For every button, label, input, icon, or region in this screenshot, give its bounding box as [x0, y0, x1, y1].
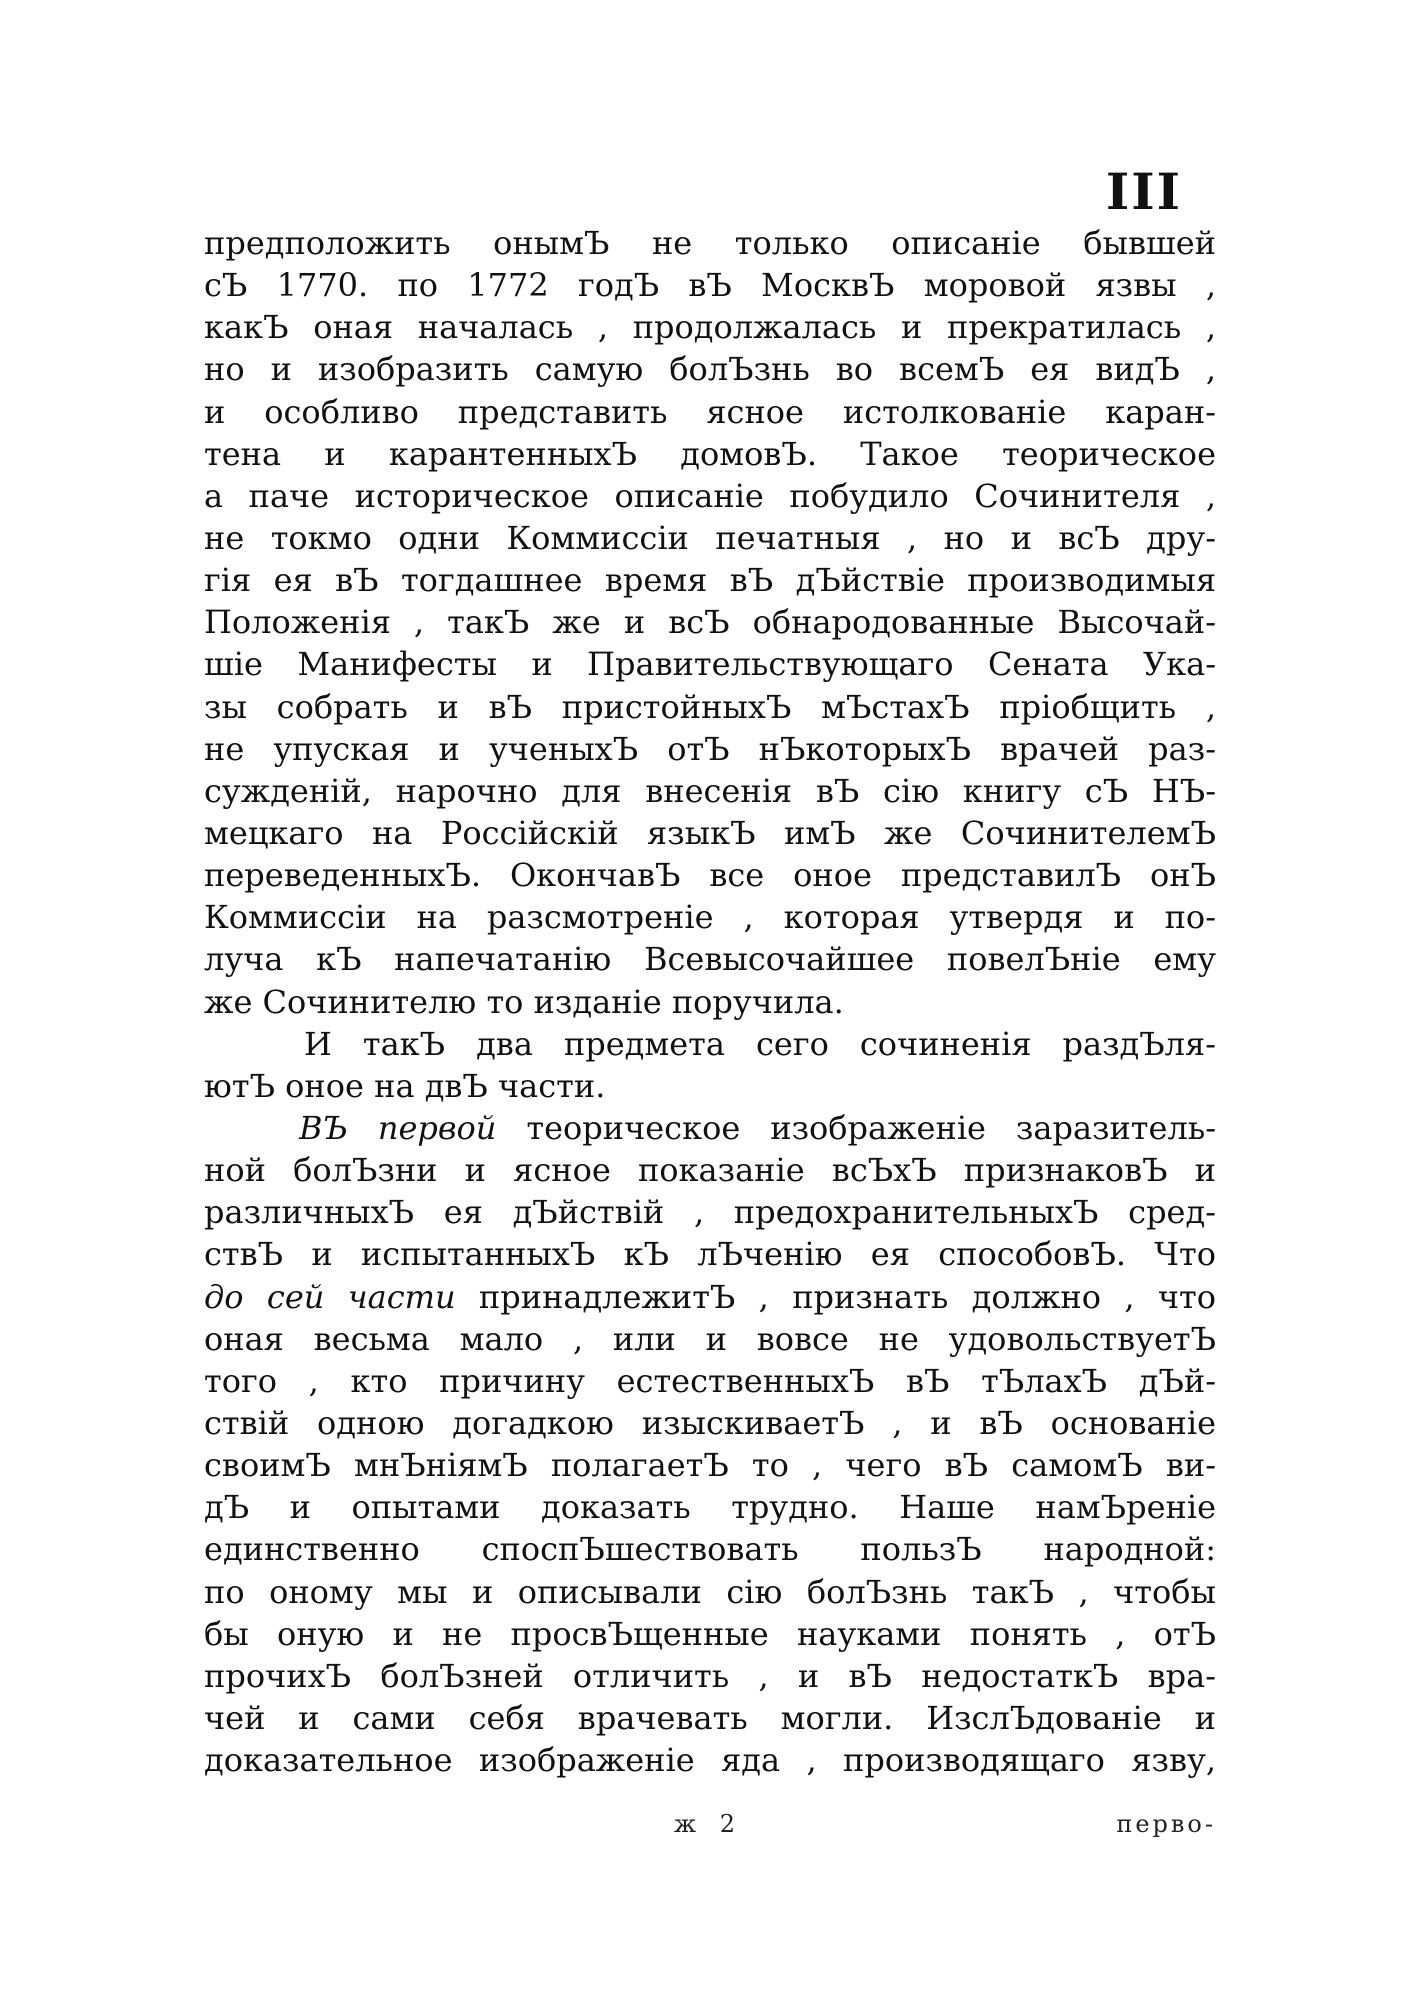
text-line: ствЪ и испытанныхЪ кЪ лЪченiю ея способовЪ. Что: [204, 1235, 1216, 1274]
text-line: Положенiя , такЪ же и всЪ обнародованные Высочай-: [204, 603, 1216, 642]
text-line: зы собрать и вЪ пристойныхЪ мЪстахЪ прiобщить ,: [204, 687, 1216, 726]
text-run: теорическое изображенie заразитель-: [496, 1108, 1217, 1147]
text-line: и особливо представить ясное истолкованie каран-: [204, 392, 1216, 431]
text-line: ствiй одною догадкою изыскиваетЪ , и вЪ основанie: [204, 1403, 1216, 1442]
text-line: [204, 1107, 1216, 1149]
italic-phrase: до сей части: [204, 1277, 456, 1316]
text-line: переведенныхЪ. ОкончавЪ все оное представилЪ онЪ: [204, 856, 1216, 895]
text-line: но и изобразить самую болЪзнь во всемЪ ея видЪ ,: [204, 350, 1216, 389]
text-line: тена и карантенныхЪ домовЪ. Такое теорическое: [204, 434, 1216, 473]
catchword: перво-: [1116, 1810, 1216, 1838]
text-line: прочихЪ болЪзней отличить , и вЪ недостаткЪ вра-: [204, 1656, 1216, 1695]
text-line: [204, 1276, 1216, 1318]
signature-mark: ж 2: [674, 1810, 743, 1838]
text-line: Коммиссiи на разсмотренiе , которая утвердя и по-: [204, 898, 1216, 937]
text-line: не токмо одни Коммиссiи печатныя , но и всЪ дру-: [204, 518, 1216, 557]
text-line: ютЪ оное на двЪ части.: [204, 1066, 606, 1105]
text-line: И такЪ два предмета сего сочиненiя раздЪля-: [304, 1024, 1216, 1063]
italic-phrase: ВЪ первой: [299, 1108, 497, 1147]
text-line: сЪ 1770. по 1772 годЪ вЪ МосквЪ моровой язвы ,: [204, 266, 1216, 305]
text-line: единственно споспЪшествовать пользЪ народной:: [204, 1530, 1216, 1569]
text-line: какЪ оная началась , продолжалась и прекратилась ,: [204, 308, 1216, 347]
text-line: предположить онымЪ не только описанie бывшей: [204, 224, 1216, 262]
page-footer: [204, 1810, 1216, 1850]
text-line: доказательное изображенie яда , производящаго язву,: [204, 1741, 1216, 1780]
text-line: различныхЪ ея дЪйствiй , предохранительныхЪ сред-: [204, 1193, 1216, 1232]
text-line: же Сочинителю то изданie поручила.: [204, 982, 844, 1021]
text-line: шiе Манифесты и Правительствующаго Сената Ука-: [204, 645, 1216, 684]
text-line: чей и сами себя врачевать могли. ИзслЪдованie и: [204, 1698, 1216, 1737]
text-line: гiя ея вЪ тогдашнее время вЪ дЪйствiе производимыя: [204, 561, 1216, 600]
text-run: принадлежитЪ , признать должно , что: [455, 1277, 1217, 1316]
text-line: а паче историческое описанie побудило Сочинителя ,: [204, 476, 1216, 515]
text-line: по оному мы и описывали сiю болЪзнь такЪ , чтобы: [204, 1572, 1216, 1611]
text-line: ной болЪзни и ясное показанie всЪхЪ признаковЪ и: [204, 1151, 1216, 1190]
text-line: дЪ и опытами доказать трудно. Наше намЪренie: [204, 1488, 1216, 1527]
text-line: бы оную и не просвЪщенные науками понять , отЪ: [204, 1614, 1216, 1653]
text-line: мецкаго на Россiйскiй языкЪ имЪ же СочинителемЪ: [204, 813, 1216, 852]
body-text: [204, 222, 1216, 1781]
text-line: того , кто причину естественныхЪ вЪ тЪлахЪ дЪй-: [204, 1361, 1216, 1400]
text-line: сужденiй, нарочно для внесенiя вЪ сiю книгу сЪ НЪ-: [204, 771, 1216, 810]
text-line: луча кЪ напечатанiю Всевысочайшее повелЪнiе ему: [204, 940, 1216, 979]
text-line: не упуская и ученыхЪ отЪ нЪкоторыхЪ врачей раз-: [204, 729, 1216, 768]
page-number: III: [1105, 162, 1182, 221]
text-line: своимЪ мнЪнiямЪ полагаетЪ то , чего вЪ самомЪ ви-: [204, 1446, 1216, 1485]
text-line: оная весьма мало , или и вовсе не удовольствуетЪ: [204, 1319, 1216, 1358]
